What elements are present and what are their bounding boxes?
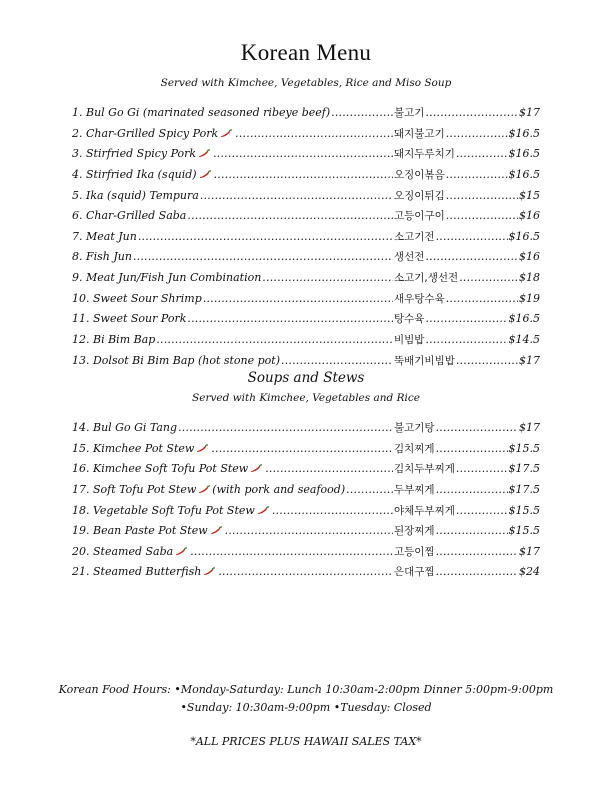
menu-item [72, 229, 540, 250]
menu-item-korean-name: 새우탕수육 [394, 292, 445, 305]
menu-item-price: $16.5 [508, 312, 540, 326]
dot-leader [456, 462, 508, 475]
menu-title: Korean Menu [240, 40, 372, 65]
menu-item-korean-name: 생선전 [394, 251, 425, 264]
menu-item-price: $18 [519, 271, 540, 285]
menu-item-name [72, 250, 132, 263]
dot-leader [436, 545, 518, 558]
menu-item-name-text: 3. Stirfried Spicy Pork [72, 147, 197, 161]
menu-item [72, 249, 540, 270]
menu-item-name [72, 442, 210, 455]
dot-leader [218, 565, 393, 578]
menu-item-name [72, 483, 345, 496]
menu-item-name [72, 127, 234, 140]
menu-item-korean-name: 야체두부찌게 [394, 504, 455, 517]
menu-item [72, 503, 540, 524]
menu-item-korean-name: 오징이튀김 [394, 189, 445, 202]
dot-leader [436, 483, 508, 496]
dot-leader [281, 354, 393, 367]
chili-pepper-icon [198, 149, 211, 158]
dot-leader [235, 127, 393, 140]
menu-item-name-text: 16. Kimchee Soft Tofu Pot Stew [72, 462, 249, 476]
menu-item [72, 523, 540, 544]
menu-item-name-text: 18. Vegetable Soft Tofu Pot Stew [72, 503, 255, 517]
dot-leader [425, 312, 507, 325]
menu-item-price: $17 [519, 544, 540, 558]
menu-item-name [72, 354, 280, 367]
dot-leader [436, 230, 508, 243]
menu-item-name-text: 12. Bi Bim Bap [72, 333, 156, 347]
dot-leader [436, 524, 508, 537]
menu-item-name [72, 312, 186, 325]
dot-leader [456, 504, 508, 517]
chili-pepper-icon [220, 129, 233, 138]
soups-menu-list [72, 420, 540, 585]
hours-line-2: •Sunday: 10:30am-9:00pm •Tuesday: Closed [180, 701, 432, 714]
chili-pepper-icon [199, 170, 212, 179]
menu-item-price: $16 [519, 250, 540, 264]
dot-leader [346, 483, 393, 496]
dot-leader [425, 250, 518, 263]
menu-item [72, 311, 540, 332]
hours-line-1: Korean Food Hours: •Monday-Saturday: Lunch 10:30am-2:00pm Dinner 5:00pm-9:00pm [58, 683, 554, 696]
menu-item-name-text: 21. Steamed Butterfish [72, 565, 202, 579]
menu-item-name [72, 209, 186, 222]
dot-leader [262, 271, 393, 284]
menu-item-korean-name: 김치두부찌게 [394, 463, 455, 476]
dot-leader [187, 312, 393, 325]
menu-item-name-text: 2. Char-Grilled Spicy Pork [72, 126, 219, 140]
chili-pepper-icon [175, 547, 188, 556]
menu-item-name [72, 292, 202, 305]
menu-item-name [72, 333, 155, 346]
menu-item-name [72, 189, 199, 202]
menu-item [72, 564, 540, 585]
menu-item-name-text: 15. Kimchee Pot Stew [72, 441, 195, 455]
menu-item-name [72, 524, 224, 537]
menu-item-price: $15.5 [508, 524, 540, 538]
menu-item [72, 208, 540, 229]
menu-item-price: $17.5 [508, 462, 540, 476]
menu-item-name [72, 168, 213, 181]
dot-leader [138, 230, 393, 243]
menu-item-korean-name: 비빔밥 [394, 334, 425, 347]
menu-item-korean-name: 두부찌게 [394, 483, 435, 496]
menu-item-korean-name: 소고기,생선전 [394, 272, 459, 285]
dot-leader [436, 442, 508, 455]
main-menu-list [72, 105, 540, 373]
menu-item-name [72, 147, 212, 160]
menu-item-korean-name: 고등이찜 [394, 545, 435, 558]
menu-item [72, 270, 540, 291]
menu-item-name-text: 14. Bul Go Gi Tang [72, 421, 178, 434]
dot-leader [190, 545, 393, 558]
menu-item-price: $16.5 [508, 147, 540, 161]
dot-leader [446, 209, 518, 222]
menu-item-name-text: 4. Stirfried Ika (squid) [72, 167, 197, 181]
menu-item-korean-name: 오징이볶음 [394, 168, 445, 181]
menu-item-korean-name: 소고기전 [394, 230, 435, 243]
menu-item-korean-name: 김치찌게 [394, 442, 435, 455]
menu-item-name [72, 565, 217, 578]
chili-pepper-icon [250, 464, 263, 473]
dot-leader [456, 354, 518, 367]
menu-item-korean-name: 은대구찜 [394, 566, 435, 579]
dot-leader [178, 421, 393, 434]
menu-item [72, 332, 540, 353]
dot-leader [456, 147, 508, 160]
menu-item-korean-name: 불고기 [394, 107, 425, 119]
tax-note: *ALL PRICES PLUS HAWAII SALES TAX* [190, 735, 422, 748]
menu-item-name-text: 11. Sweet Sour Pork [72, 312, 187, 326]
menu-item [72, 188, 540, 209]
menu-item-price: $14.5 [508, 333, 540, 347]
menu-item-price: $15.5 [508, 441, 540, 455]
menu-item-name [72, 230, 137, 243]
menu-item-name [72, 504, 271, 517]
dot-leader [436, 565, 518, 578]
menu-item-price: $15 [519, 188, 540, 202]
menu-item-korean-name: 된장찌게 [394, 525, 435, 538]
menu-item-name-text: 7. Meat Jun [72, 229, 137, 243]
menu-item [72, 291, 540, 312]
menu-item-price: $16.5 [508, 167, 540, 181]
dot-leader [446, 127, 508, 140]
menu-item-note: (with pork and seafood) [212, 482, 346, 496]
dot-leader [446, 292, 518, 305]
dot-leader [133, 250, 393, 263]
menu-item-name [72, 271, 261, 284]
menu-subtitle: Served with Kimchee, Vegetables, Rice and Miso Soup [160, 77, 452, 89]
dot-leader [331, 106, 393, 119]
menu-item [72, 420, 540, 441]
menu-item-name [72, 545, 189, 558]
menu-item-name-text: 1. Bul Go Gi (marinated seasoned ribeye beef) [72, 106, 331, 119]
dot-leader [425, 333, 507, 346]
dot-leader [200, 189, 393, 202]
menu-item-name-text: 19. Bean Paste Pot Stew [72, 524, 208, 538]
chili-pepper-icon [257, 506, 270, 515]
dot-leader [459, 271, 518, 284]
menu-item [72, 441, 540, 462]
chili-pepper-icon [196, 444, 209, 453]
chili-pepper-icon [210, 526, 223, 535]
dot-leader [156, 333, 393, 346]
menu-item-name-text: 17. Soft Tofu Pot Stew [72, 482, 197, 496]
dot-leader [265, 462, 393, 475]
menu-item-price: $16.5 [508, 126, 540, 140]
menu-item [72, 105, 540, 126]
dot-leader [446, 168, 508, 181]
menu-item-name-text: 8. Fish Jun [72, 250, 132, 264]
menu-item-price: $16 [519, 209, 540, 223]
menu-item-name-text: 13. Dolsot Bi Bim Bap (hot stone pot) [72, 353, 281, 367]
dot-leader [446, 189, 518, 202]
menu-item-name [72, 106, 330, 119]
dot-leader [213, 147, 393, 160]
dot-leader [225, 524, 393, 537]
menu-item-price: $17 [519, 106, 540, 119]
dot-leader [425, 106, 518, 119]
menu-item-name [72, 421, 177, 434]
menu-item-price: $24 [519, 565, 540, 579]
menu-item-price: $17 [519, 421, 540, 434]
dot-leader [436, 421, 518, 434]
soups-subtitle: Served with Kimchee, Vegetables and Rice [192, 392, 420, 404]
dot-leader [203, 292, 393, 305]
menu-item [72, 167, 540, 188]
menu-item-price: $17.5 [508, 482, 540, 496]
menu-item-price: $19 [519, 291, 540, 305]
menu-item-korean-name: 돼지두루치기 [394, 148, 455, 161]
dot-leader [187, 209, 393, 222]
menu-item-korean-name: 탕수육 [394, 313, 425, 326]
chili-pepper-icon [203, 567, 216, 576]
menu-item [72, 146, 540, 167]
menu-item-name-text: 10. Sweet Sour Shrimp [72, 291, 202, 305]
menu-item-korean-name: 고등이구이 [394, 210, 445, 223]
menu-item-name-text: 9. Meat Jun/Fish Jun Combination [72, 271, 262, 285]
dot-leader [211, 442, 393, 455]
menu-item [72, 482, 540, 503]
menu-item-name-text: 5. Ika (squid) Tempura [72, 188, 199, 202]
soups-heading: Soups and Stews [247, 370, 365, 386]
chili-pepper-icon [198, 485, 211, 494]
menu-item-name-text: 20. Steamed Saba [72, 544, 174, 558]
menu-item [72, 544, 540, 565]
menu-item [72, 126, 540, 147]
menu-item-price: $16.5 [508, 229, 540, 243]
menu-item-price: $15.5 [508, 503, 540, 517]
menu-item-name-text: 6. Char-Grilled Saba [72, 209, 187, 223]
menu-item-korean-name: 돼지불고기 [394, 127, 445, 140]
menu-item-korean-name: 뚝배기비빔밥 [394, 354, 455, 367]
dot-leader [214, 168, 393, 181]
dot-leader [272, 504, 393, 517]
menu-item-korean-name: 불고기탕 [394, 422, 435, 434]
menu-item [72, 461, 540, 482]
menu-item-name [72, 462, 264, 475]
menu-item-price: $17 [519, 353, 540, 367]
